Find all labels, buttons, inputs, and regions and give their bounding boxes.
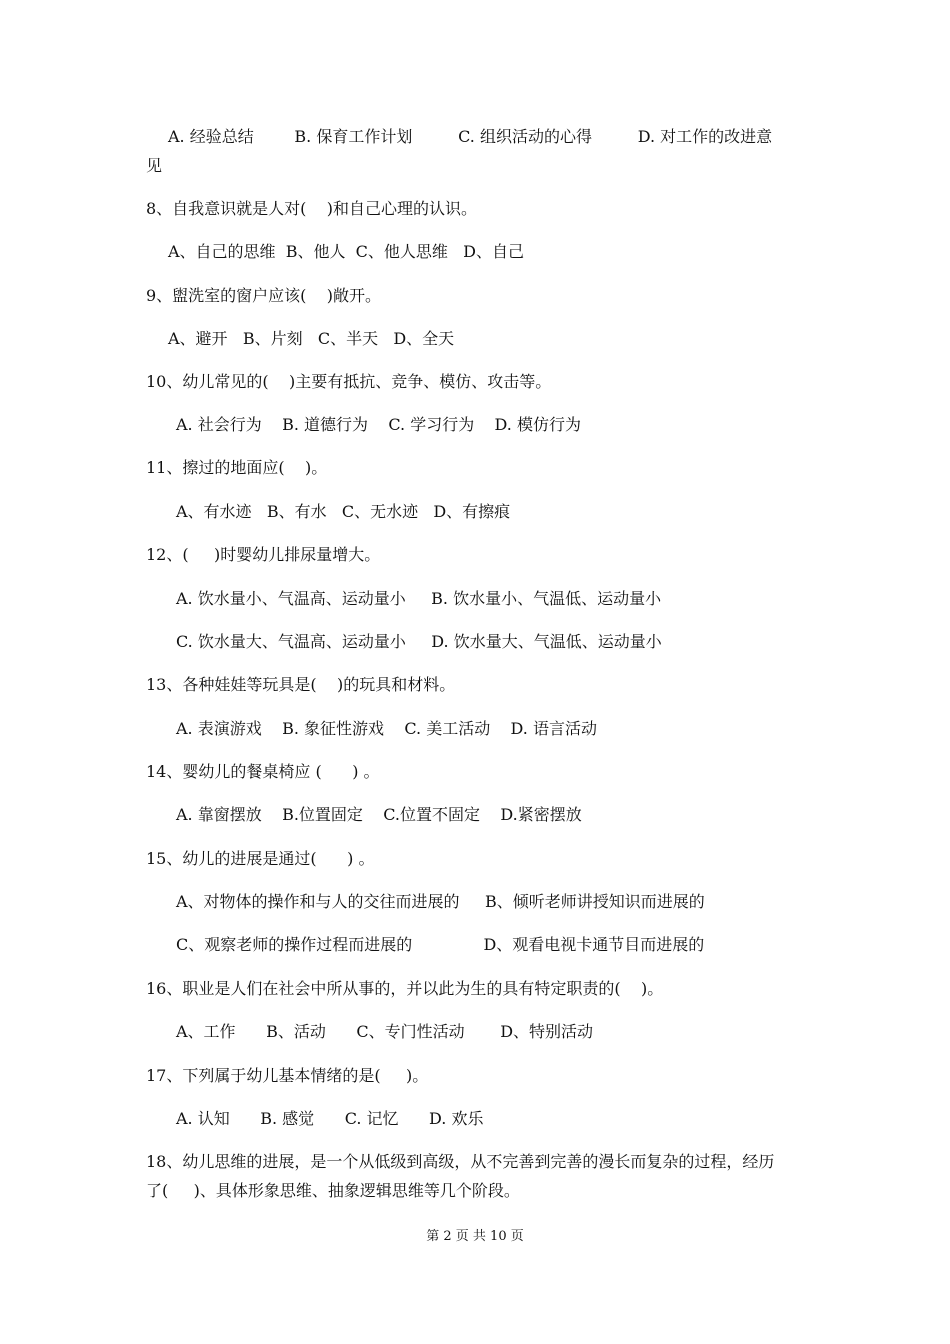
question-10: 10、幼儿常见的( )主要有抵抗、竞争、模仿、攻击等。 xyxy=(146,372,552,391)
question-8-options: A、自己的思维 B、他人 C、他人思维 D、自己 xyxy=(168,242,524,261)
question-18-line2: 了( )、具体形象思维、抽象逻辑思维等几个阶段。 xyxy=(146,1181,520,1200)
question-11-options: A、有水迹 B、有水 C、无水迹 D、有擦痕 xyxy=(176,502,511,521)
question-12-options-line1: A. 饮水量小、气温高、运动量小 B. 饮水量小、气温低、运动量小 xyxy=(176,589,662,608)
question-17-options: A. 认知 B. 感觉 C. 记忆 D. 欢乐 xyxy=(176,1109,484,1128)
page-footer: 第 2 页 共 10 页 xyxy=(426,1229,524,1244)
question-8: 8、自我意识就是人对( )和自己心理的认识。 xyxy=(146,199,478,218)
question-13: 13、各种娃娃等玩具是( )的玩具和材料。 xyxy=(146,675,456,694)
question-13-options: A. 表演游戏 B. 象征性游戏 C. 美工活动 D. 语言活动 xyxy=(176,719,597,738)
question-14: 14、婴幼儿的餐桌椅应 ( ) 。 xyxy=(146,762,380,781)
question-10-options: A. 社会行为 B. 道德行为 C. 学习行为 D. 模仿行为 xyxy=(176,415,581,434)
question-17: 17、下列属于幼儿基本情绪的是( )。 xyxy=(146,1066,429,1085)
question-15-options-line2: C、观察老师的操作过程而进展的 D、观看电视卡通节目而进展的 xyxy=(176,935,705,954)
question-12: 12、( )时婴幼儿排尿量增大。 xyxy=(146,545,381,564)
q7-options-line2: 见 xyxy=(146,156,163,175)
question-11: 11、擦过的地面应( )。 xyxy=(146,458,328,477)
question-16: 16、职业是人们在社会中所从事的，并以此为生的具有特定职责的( )。 xyxy=(146,979,664,998)
question-15: 15、幼儿的进展是通过( ) 。 xyxy=(146,849,375,868)
question-9-options: A、避开 B、片刻 C、半天 D、全天 xyxy=(168,329,455,348)
question-12-options-line2: C. 饮水量大、气温高、运动量小 D. 饮水量大、气温低、运动量小 xyxy=(176,632,662,651)
q7-options-line1: A. 经验总结 B. 保育工作计划 C. 组织活动的心得 D. 对工作的改进意 xyxy=(168,127,773,146)
question-14-options: A. 靠窗摆放 B.位置固定 C.位置不固定 D.紧密摆放 xyxy=(176,805,582,824)
question-18-line1: 18、幼儿思维的进展，是一个从低级到高级，从不完善到完善的漫长而复杂的过程，经历 xyxy=(146,1152,775,1171)
question-15-options-line1: A、对物体的操作和与人的交往而进展的 B、倾听老师讲授知识而进展的 xyxy=(176,892,705,911)
question-16-options: A、工作 B、活动 C、专门性活动 D、特别活动 xyxy=(176,1022,594,1041)
question-9: 9、盥洗室的窗户应该( )敞开。 xyxy=(146,286,382,305)
